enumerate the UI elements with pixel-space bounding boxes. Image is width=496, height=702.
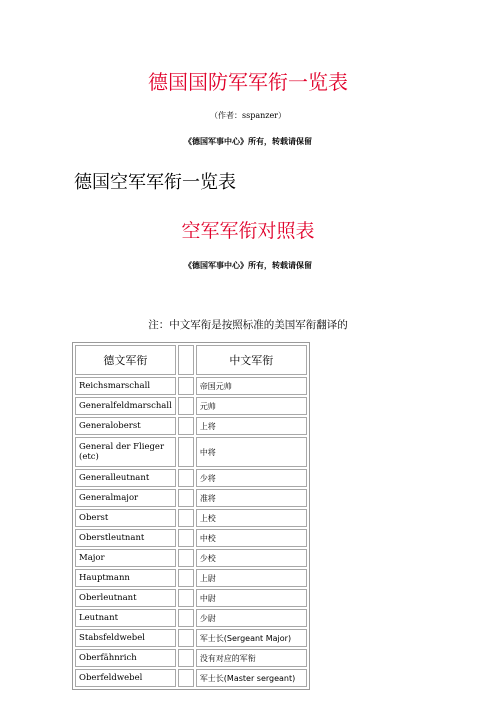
section-copyright-notice: 《德国军事中心》所有，转载请保留 <box>184 260 312 270</box>
spacer-cell <box>178 345 194 375</box>
german-rank-cell: Oberstleutnant <box>75 529 176 547</box>
german-rank-cell: Leutnant <box>75 609 176 627</box>
spacer-cell <box>178 489 194 507</box>
spacer-cell <box>178 649 194 667</box>
table-row <box>75 669 307 687</box>
spacer-cell <box>178 609 194 627</box>
table-row <box>75 417 307 435</box>
table-row <box>75 569 307 587</box>
spacer-cell <box>178 549 194 567</box>
translation-note: 注：中文军衔是按照标准的美国军衔翻译的 <box>148 319 348 331</box>
table-row <box>75 469 307 487</box>
chinese-rank-cell: 准将 <box>196 489 307 507</box>
german-rank-cell: General der Flieger (etc) <box>75 437 176 467</box>
german-rank-cell: Oberfeldwebel <box>75 669 176 687</box>
chinese-rank-cell: 没有对应的军衔 <box>196 649 307 667</box>
german-rank-cell: Generalfeldmarschall <box>75 397 176 415</box>
chinese-rank-cell: 上将 <box>196 417 307 435</box>
german-rank-cell: Generaloberst <box>75 417 176 435</box>
chinese-rank-cell: 上校 <box>196 509 307 527</box>
chinese-rank-cell: 中尉 <box>196 589 307 607</box>
spacer-cell <box>178 397 194 415</box>
chinese-rank-cell: 少尉 <box>196 609 307 627</box>
table-row <box>75 377 307 395</box>
spacer-cell <box>178 377 194 395</box>
german-rank-cell: Reichsmarschall <box>75 377 176 395</box>
author-line: （作者：sspanzer） <box>209 111 287 120</box>
table-row <box>75 397 307 415</box>
table-row <box>75 649 307 667</box>
chinese-rank-cell: 少将 <box>196 469 307 487</box>
page-title: 德国国防军军衔一览表 <box>148 70 348 94</box>
table-header-row <box>75 345 307 375</box>
table-row <box>75 489 307 507</box>
spacer-cell <box>178 469 194 487</box>
table-row <box>75 509 307 527</box>
german-rank-cell: Generalmajor <box>75 489 176 507</box>
table-row <box>75 609 307 627</box>
spacer-cell <box>178 437 194 467</box>
spacer-cell <box>178 589 194 607</box>
table-row <box>75 629 307 647</box>
table-row <box>75 589 307 607</box>
spacer-cell <box>178 509 194 527</box>
column-header-german: 德文军衔 <box>75 345 176 375</box>
german-rank-cell: Oberfähnrich <box>75 649 176 667</box>
chinese-rank-cell: 少校 <box>196 549 307 567</box>
german-rank-cell: Hauptmann <box>75 569 176 587</box>
table-row <box>75 549 307 567</box>
chinese-rank-cell: 帝国元帅 <box>196 377 307 395</box>
table-row <box>75 437 307 467</box>
spacer-cell <box>178 629 194 647</box>
spacer-cell <box>178 529 194 547</box>
column-header-chinese: 中文军衔 <box>196 345 307 375</box>
section-subtitle: 空军军衔对照表 <box>181 220 315 242</box>
german-rank-cell: Stabsfeldwebel <box>75 629 176 647</box>
german-rank-cell: Oberst <box>75 509 176 527</box>
german-rank-cell: Major <box>75 549 176 567</box>
german-rank-cell: Oberleutnant <box>75 589 176 607</box>
spacer-cell <box>178 569 194 587</box>
chinese-rank-cell: 中校 <box>196 529 307 547</box>
copyright-notice: 《德国军事中心》所有，转载请保留 <box>184 136 312 146</box>
chinese-rank-cell: 军士长(Master sergeant) <box>196 669 307 687</box>
german-rank-cell: Generalleutnant <box>75 469 176 487</box>
table-row <box>75 529 307 547</box>
rank-table <box>72 342 310 690</box>
section-heading: 德国空军军衔一览表 <box>74 172 236 193</box>
chinese-rank-cell: 上尉 <box>196 569 307 587</box>
spacer-cell <box>178 417 194 435</box>
spacer-cell <box>178 669 194 687</box>
chinese-rank-cell: 军士长(Sergeant Major) <box>196 629 307 647</box>
chinese-rank-cell: 中将 <box>196 437 307 467</box>
chinese-rank-cell: 元帅 <box>196 397 307 415</box>
